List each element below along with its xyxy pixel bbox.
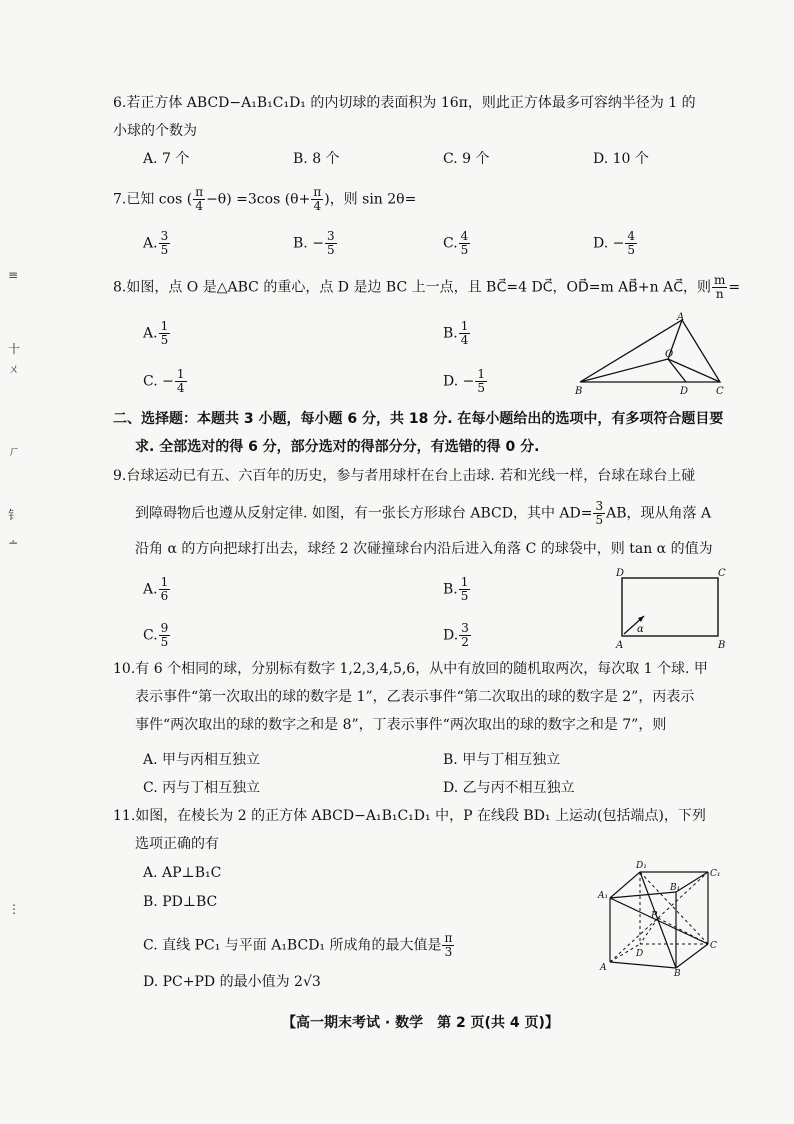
q8-opt-frac [475, 368, 487, 395]
q8-frac-num: m [713, 273, 726, 287]
q8-label-b: B [575, 386, 583, 397]
q9-opt-num: 3 [461, 621, 469, 635]
q8-frac-den: n [715, 287, 724, 301]
q9-label-b: B [718, 640, 726, 651]
q7-stem-b: ，则 sin 2θ= [329, 191, 417, 208]
q8-opt-frac [159, 320, 171, 347]
q6-option-a: A. 7 个 [143, 151, 190, 167]
q11-label-c: C [710, 941, 717, 951]
q6-line1: 6.若正方体 ABCD−A₁B₁C₁D₁ 的内切球的表面积为 16π，则此正方体最多可容纳半径为 1 的 [113, 95, 696, 111]
q8-label-c: C [716, 386, 724, 397]
q7-opt-label: A. [143, 235, 158, 252]
q11-optc-num: π [444, 931, 453, 945]
q8-option-a [143, 320, 171, 347]
q8-opt-den: 5 [160, 333, 169, 347]
q8-opt-num: 1 [160, 319, 169, 333]
q7-option-b [293, 230, 338, 257]
q8-option-b [443, 320, 471, 347]
q9-label-a: A [616, 640, 624, 651]
q7-paren2: (θ+ [284, 191, 311, 208]
q11-edge-a1d1 [610, 872, 640, 898]
page-footer: 【高一期末考试 · 数学 第 2 页(共 4 页)】 [282, 1015, 559, 1031]
q8-stem [113, 274, 740, 301]
q7-opt-sign: − [312, 235, 324, 252]
q11-label-a1: A₁ [598, 891, 609, 901]
q7-option-d [593, 230, 638, 257]
q11-line-ap [610, 918, 658, 962]
q11-label-a: A [600, 963, 607, 973]
q8-label-o: O [665, 349, 674, 360]
q8-opt-label: A. [143, 325, 158, 342]
q11-optc-frac [442, 932, 454, 959]
q9-opt-den: 6 [160, 589, 169, 603]
q8-label-d: D [680, 386, 689, 397]
q9-opt-frac [159, 622, 171, 649]
q9-opt-num: 1 [460, 575, 469, 589]
q9-opt-label: B. [443, 581, 458, 598]
q8-opt-label: C. [143, 373, 158, 390]
q9-billiard-table-figure [610, 566, 734, 652]
margin-mark: 十 [8, 342, 21, 356]
q9-opt-den: 5 [160, 635, 169, 649]
q11-line1: 11.如图，在棱长为 2 的正方体 ABCD−A₁B₁C₁D₁ 中，P 在线段 BD₁ 上运动(包括端点)，下列 [113, 808, 706, 824]
q8-option-d [443, 368, 488, 395]
q7-opt-label: B. [293, 235, 308, 252]
q9-frac-den: 5 [595, 513, 604, 527]
q11-edge-b1c1 [676, 872, 708, 892]
q9-opt-label: C. [143, 627, 158, 644]
q8-opt-num: 1 [460, 319, 469, 333]
q9-line3: 沿角 α 的方向把球打出去，球经 2 次碰撞球台内沿后进入角落 C 的球袋中，则 tan α 的值为 [135, 541, 713, 557]
q9-label-c: C [718, 568, 726, 579]
q9-fraction [593, 500, 605, 527]
q11-option-b: B. PD⊥BC [143, 894, 218, 910]
q9-line2-b: AB，现从角落 A [606, 505, 712, 522]
q11-label-d: D [636, 949, 644, 959]
q7-opt-frac [159, 230, 171, 257]
margin-mark: 钅 [8, 508, 21, 522]
q8-tail: = [728, 279, 741, 296]
q9-label-d: D [616, 568, 625, 579]
q10-option-d: D. 乙与丙不相互独立 [443, 780, 575, 796]
section2-line2: 求. 全部选对的得 6 分，部分选对的得部分分，有选错的得 0 分. [135, 439, 540, 455]
q9-opt-frac [459, 576, 471, 603]
q11-option-c [143, 932, 455, 959]
q10-line1: 10.有 6 个相同的球，分别标有数字 1,2,3,4,5,6，从中有放回的随机取两次，每次取 1 个球. 甲 [113, 661, 708, 677]
q9-opt-den: 2 [461, 635, 469, 649]
q7-mid: =3cos [236, 191, 281, 208]
q8-stem-text: 8.如图，点 O 是△ABC 的重心，点 D 是边 BC 上一点，且 BC⃗=4 DC⃗，OD⃗=m AB⃗+n AC⃗，则 [113, 279, 711, 296]
q11-edge-ab [610, 962, 676, 968]
q9-line1: 9.台球运动已有五、六百年的历史，参与者用球杆在台上击球. 若和光线一样，台球在球台上碰 [113, 468, 696, 484]
q11-line-pc1 [658, 872, 708, 918]
q7-opt-num: 4 [627, 229, 636, 243]
q9-line2 [135, 500, 711, 527]
q11-label-d1: D₁ [636, 861, 647, 871]
q8-opt-sign: − [462, 373, 475, 390]
q7-frac2-den: 4 [313, 199, 322, 213]
q9-opt-frac [159, 576, 171, 603]
q10-line3: 事件“两次取出的球的数字之和是 8”，丁表示事件“两次取出的球的数字之和是 7”，则 [135, 717, 667, 733]
q7-paren2-post: ) [324, 191, 330, 208]
q9-label-alpha: α [637, 624, 644, 635]
q9-option-b [443, 576, 471, 603]
q6-option-b: B. 8 个 [293, 151, 340, 167]
q7-fraction2 [311, 186, 323, 213]
q9-option-c [143, 622, 171, 649]
q8-opt-sign: − [162, 373, 174, 390]
q8-opt-den: 4 [176, 381, 185, 395]
q7-frac-num: π [195, 185, 204, 199]
margin-mark: ≡ [8, 268, 19, 282]
q9-line2-a: 到障碍物后也遵从反射定律. 如图，有一张长方形球台 ABCD，其中 AD= [135, 505, 593, 522]
q7-frac-den: 4 [195, 199, 203, 213]
q7-opt-frac [459, 230, 471, 257]
q8-opt-num: 1 [477, 367, 486, 381]
q11-cube-figure [596, 858, 726, 976]
q7-opt-frac [325, 230, 337, 257]
q7-opt-frac [625, 230, 637, 257]
q8-opt-den: 5 [477, 381, 486, 395]
q9-opt-label: D. [443, 627, 459, 644]
q7-paren-post: −θ) [206, 191, 232, 208]
q8-opt-label: B. [443, 325, 458, 342]
q6-option-c: C. 9 个 [443, 151, 490, 167]
margin-mark: ∸ [8, 536, 19, 550]
q8-triangle-figure [570, 312, 730, 398]
q10-line2: 表示事件“第一次取出的球的数字是 1”，乙表示事件“第二次取出的球的数字是 2”，丙表示 [135, 689, 695, 705]
q10-option-c: C. 丙与丁相互独立 [143, 780, 261, 796]
margin-mark: ㄨ [8, 362, 21, 376]
q10-option-a: A. 甲与丙相互独立 [143, 752, 261, 768]
q9-option-d [443, 622, 472, 649]
q6-line2: 小球的个数为 [113, 123, 197, 139]
q7-opt-num: 4 [460, 229, 469, 243]
q11-option-d: D. PC+PD 的最小值为 2√3 [143, 974, 321, 990]
q8-opt-num: 1 [176, 367, 185, 381]
margin-mark: ⋮ [8, 902, 20, 916]
q11-option-a: A. AP⊥B₁C [143, 865, 222, 881]
q11-label-b1: B₁ [670, 883, 681, 893]
q8-opt-frac [459, 320, 471, 347]
q7-opt-den: 5 [160, 243, 169, 257]
q8-option-c [143, 368, 188, 395]
q7-paren: ( [186, 191, 193, 208]
q9-opt-num: 1 [160, 575, 169, 589]
q7-opt-den: 5 [627, 243, 636, 257]
q9-option-a [143, 576, 171, 603]
q10-option-b: B. 甲与丁相互独立 [443, 752, 561, 768]
q8-opt-label: D. [443, 373, 459, 390]
q9-opt-label: A. [143, 581, 158, 598]
q11-line-pd [640, 918, 658, 944]
q7-opt-label: C. [443, 235, 458, 252]
q9-opt-frac [459, 622, 471, 649]
q7-fraction [193, 186, 205, 213]
section2-line1: 二、选择题：本题共 3 小题，每小题 6 分，共 18 分. 在每小题给出的选项中，有多项符合题目要 [113, 411, 724, 427]
q11-optc-den: 3 [444, 945, 453, 959]
q8-opt-den: 4 [460, 333, 469, 347]
q11-edge-bc [676, 944, 708, 968]
q8-label-a: A [677, 312, 685, 323]
q7-option-a [143, 230, 171, 257]
q6-option-d: D. 10 个 [593, 151, 649, 167]
q8-opt-frac [175, 368, 187, 395]
q7-opt-num: 3 [160, 229, 169, 243]
q9-frac-num: 3 [595, 499, 604, 513]
margin-mark: ㄏ [8, 444, 21, 458]
q8-mn-fraction [712, 274, 727, 301]
q7-opt-den: 5 [326, 243, 335, 257]
q11-label-b: B [674, 969, 681, 976]
q7-opt-num: 3 [326, 229, 335, 243]
q7-frac2-num: π [313, 185, 322, 199]
q11-line2: 选项正确的有 [135, 836, 219, 852]
q7-opt-label: D. [593, 235, 609, 252]
q9-opt-num: 9 [160, 621, 169, 635]
q11-label-c1: C₁ [710, 869, 721, 879]
q11-line-a1c [610, 898, 708, 944]
q7-stem-a: 7.已知 cos [113, 191, 183, 208]
q8-segment-bo [580, 359, 668, 382]
q9-opt-den: 5 [460, 589, 469, 603]
q11-label-p: P [651, 911, 658, 921]
q11-edge-a1b1 [610, 892, 676, 898]
q7-opt-sign: − [612, 235, 625, 252]
q7-stem [113, 186, 416, 213]
q7-opt-den: 5 [460, 243, 469, 257]
q7-option-c [443, 230, 471, 257]
q11-optc-text: C. 直线 PC₁ 与平面 A₁BCD₁ 所成角的最大值是 [143, 937, 442, 954]
